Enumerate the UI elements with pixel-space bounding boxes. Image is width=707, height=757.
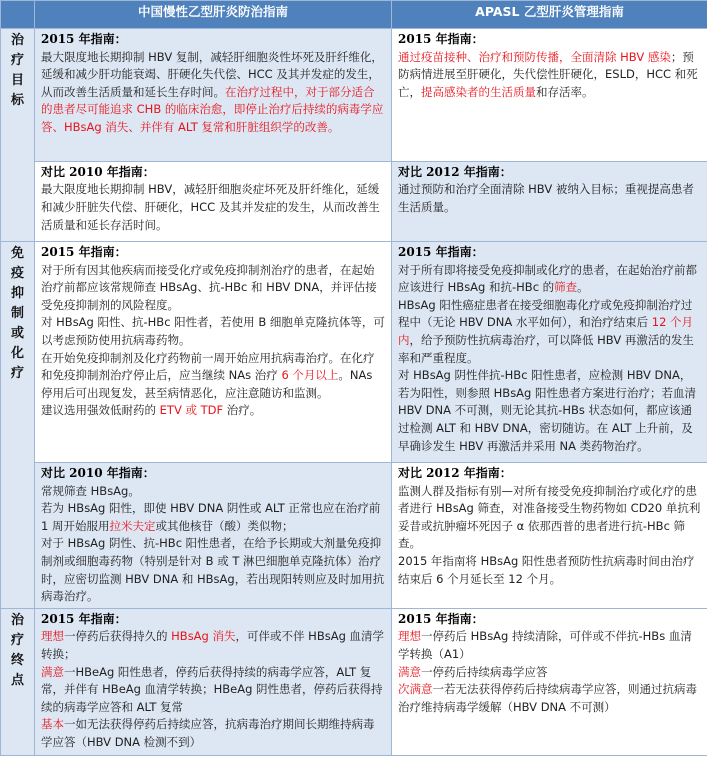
goal-cn-2015-highlight: 在治疗过程中，对于部分适合的患者尽可能追求 CHB 的临床治愈，即停止治疗后持续的病毒学应答、HBsAg 消失、并伴有 ALT 复常和肝脏组织学的改善。 <box>41 84 384 134</box>
immuno-cn-2010-title: 对比 2010 年指南： <box>41 466 155 480</box>
immuno-apasl-2012-p2: 2015 年指南将 HBsAg 阳性患者预防性抗病毒时间由治疗结束后 6 个月延长至 12 个月。 <box>398 553 695 586</box>
endpoint-cn-2015-cell <box>35 608 392 755</box>
immuno-cn-2015-p4 <box>41 402 385 420</box>
endpoint-cn-2015-l1-highlight: HBsAg 消失 <box>171 629 236 644</box>
immuno-cn-2015-p4-text-a: 建议选用强效低耐药的 <box>41 403 160 418</box>
endpoint-category-label: 治疗终点 <box>10 612 24 688</box>
immuno-apasl-2015-p2-highlight: 12 个月内 <box>398 315 694 347</box>
endpoint-cn-2015-title: 2015 年指南： <box>41 611 127 626</box>
immuno-apasl-2012-cell <box>392 463 707 609</box>
immuno-cn-2015-p1: 对于所有因其他疾病而接受化疗或免疫抑制剂治疗的患者，在起始治疗前都应该常规筛查 HBsAg、抗-HBc 和 HBV DNA，并评估接受免疫抑制剂的风险程度。 <box>41 262 377 312</box>
goal-cn-2015-cell <box>35 29 392 162</box>
goal-row-compare <box>1 161 707 241</box>
endpoint-apasl-2015-l3-level: 次满意 <box>398 682 433 697</box>
immuno-category-cell <box>1 242 35 609</box>
goal-apasl-2015-cell <box>392 29 707 162</box>
immuno-cn-2015-p4-highlight: ETV 或 TDF <box>159 403 224 418</box>
goal-apasl-2015-body-1: ；预防病情进展至肝硬化，失代偿性肝硬化，ESLD，HCC 和死亡， <box>398 49 698 99</box>
goal-cn-2010-cell <box>35 161 392 241</box>
endpoint-cn-2015-l2-text: 一HBeAg 阳性患者，停药后获得持续的病毒学应答，ALT 复常，并伴有 HBeAg 血清学转换；HBeAg 阴性患者，停药后获得持续的病毒学应答和 ALT 复常 <box>41 664 383 714</box>
endpoint-apasl-2015-l3 <box>398 681 701 716</box>
immuno-category-label: 免疫抑制或化疗 <box>10 246 24 381</box>
immuno-cn-2010-p1: 常规筛查 HBsAg。 <box>41 483 140 498</box>
header-row <box>1 1 707 29</box>
goal-apasl-2015-text <box>398 49 701 102</box>
immuno-cn-2010-cell <box>35 463 392 609</box>
immuno-apasl-2015-p1 <box>398 262 701 297</box>
endpoint-apasl-2015-l2-text: 一停药后持续病毒学应答 <box>421 664 548 679</box>
immuno-cn-2010-p2-text-b: 或其他核苷（酸）类似物； <box>155 518 294 533</box>
endpoint-cn-2015-l3-level: 基本 <box>41 717 64 732</box>
immuno-apasl-2015-title: 2015 年指南： <box>398 245 484 259</box>
immuno-cn-2010-p2-text-a: 若为 HBsAg 阳性，即使 HBV DNA 阴性或 ALT 正常也应在治疗前 1 周开始服用 <box>41 501 381 533</box>
goal-cn-2010-title: 对比 2010 年指南： <box>41 164 155 179</box>
endpoint-apasl-2015-cell <box>392 608 707 755</box>
immuno-cn-2010-p3: 对于 HBsAg 阴性、抗-HBc 阳性患者，在给予长期或大剂量免疫抑制剂或细胞毒药物（特别是针对 B 或 T 淋巴细胞单克隆抗体）治疗时，应密切监测 HBV DNA 和 HBsAg，若出现阳转则应及时加用抗病毒治疗。 <box>41 536 385 604</box>
goal-cn-2015-body: 最大限度地长期抑制 HBV 复制，减轻肝细胞炎性坏死及肝纤维化，延缓和减少肝功能衰竭、肝硬化失代偿、HCC 及其并发症的发生，从而改善生活质量和延长生存时间。 <box>41 49 383 99</box>
endpoint-apasl-2015-l2 <box>398 664 701 682</box>
immuno-cn-2015-p2: 对 HBsAg 阳性、抗-HBc 阳性者，若使用 B 细胞单克隆抗体等，可以考虑预防使用抗病毒药物。 <box>41 315 385 347</box>
endpoint-cn-2015-l1-text-a: 一停药后获得持久的 <box>64 629 172 644</box>
endpoint-apasl-2015-l1-text: 一停药后 HBsAg 持续清除，可伴或不伴抗-HBs 血清学转换（A1） <box>398 629 692 661</box>
goal-cn-2015-title: 2015 年指南： <box>41 32 127 46</box>
immuno-cn-2015-p4-text-b: 治疗。 <box>223 403 262 418</box>
goal-apasl-2012-text: 通过预防和治疗全面清除 HBV 被纳入目标；重视提高患者生活质量。 <box>398 182 694 215</box>
goal-apasl-2015-highlight-2: 提高感染者的生活质量 <box>421 84 536 99</box>
immuno-row-2015 <box>1 242 707 463</box>
endpoint-cn-2015-l3-text: 一如无法获得停药后持续应答，抗病毒治疗期间长期维持病毒学应答（HBV DNA 检测不到） <box>41 717 375 749</box>
endpoint-apasl-2015-title: 2015 年指南： <box>398 611 484 626</box>
goal-cn-2010-text: 最大限度地长期抑制 HBV，减轻肝细胞炎症坏死及肝纤维化，延缓和减少肝脏失代偿、肝硬化，HCC 及其并发症的发生，从而改善生活质量和延长存活时间。 <box>41 182 380 232</box>
immuno-apasl-2012-p1: 监测人群及指标有别—对所有接受免疫抑制治疗或化疗的患者进行 HBsAg 筛查，对准备接受生物药物如 CD20 单抗利妥昔或抗肿瘤坏死因子 α 依那西普的患者进行抗-HBc 筛查。 <box>398 483 701 551</box>
immuno-apasl-2015-p1-highlight: 筛查 <box>554 280 578 295</box>
goal-apasl-2015-highlight-1: 通过疫苗接种、治疗和预防传播，全面清除 HBV 感染 <box>398 49 671 64</box>
endpoint-apasl-2015-l1 <box>398 628 701 663</box>
endpoint-apasl-2015-l3-text: 一若无法获得停药后持续病毒学应答，则通过抗病毒治疗维持病毒学缓解（HBV DNA 不可测） <box>398 682 697 714</box>
endpoint-apasl-2015-l1-level: 理想 <box>398 629 421 644</box>
apasl-guideline-header: APASL 乙型肝炎管理指南 <box>392 1 707 29</box>
immuno-apasl-2015-p2-text-a: HBsAg 阳性癌症患者在接受细胞毒化疗或免疫抑制治疗过程中（无论 HBV DNA 水平如何），和治疗结束后 <box>398 297 693 330</box>
immuno-apasl-2012-title: 对比 2012 年指南： <box>398 466 512 480</box>
corner-header <box>1 1 35 29</box>
goal-apasl-2015-body-2: 和存活率。 <box>536 84 594 99</box>
endpoint-cn-2015-l1 <box>41 628 385 663</box>
immuno-apasl-2015-p2 <box>398 297 701 367</box>
goal-row-2015 <box>1 29 707 162</box>
goal-category-cell <box>1 29 35 242</box>
immuno-row-compare <box>1 463 707 609</box>
cn-guideline-header: 中国慢性乙型肝炎防治指南 <box>35 1 392 29</box>
endpoint-cn-2015-l3 <box>41 716 385 751</box>
immuno-cn-2010-p2 <box>41 500 385 535</box>
goal-apasl-2012-cell <box>392 161 707 241</box>
immuno-cn-2015-p3-highlight: 6 个月以上 <box>281 368 339 383</box>
immuno-cn-2015-p3 <box>41 350 385 403</box>
goal-apasl-2015-title: 2015 年指南： <box>398 32 484 46</box>
endpoint-cn-2015-l1-text-b: ，可伴或不伴 HBsAg 血清学转换； <box>41 629 385 661</box>
immuno-apasl-2015-cell <box>392 242 707 463</box>
endpoint-cn-2015-l1-level: 理想 <box>41 629 64 644</box>
endpoint-row-2015 <box>1 608 707 755</box>
immuno-apasl-2015-p2-text-b: ，给予预防性抗病毒治疗，可以降低 HBV 再激活的发生率和严重程度。 <box>398 332 694 365</box>
immuno-cn-2015-p3-text-a: 在开始免疫抑制剂及化疗药物前一周开始应用抗病毒治疗。在化疗和免疫抑制剂治疗停止后，应当继续 NAs 治疗 <box>41 350 375 383</box>
immuno-cn-2015-p3-text-b: 。NAs 停用后可出现复发，甚至病情恶化，应注意随访和监测。 <box>41 368 373 400</box>
immuno-apasl-2015-p1-text-b: 。 <box>577 280 589 295</box>
immuno-apasl-2015-p3: 对 HBsAg 阴性伴抗-HBc 阳性患者，应检测 HBV DNA，若为阳性，则参照 HBsAg 阳性患者方案进行治疗；若血清 HBV DNA 不可测，则无论其抗-HBs 状态如何，都应该通过检测 ALT 和 HBV DNA，密切随访。在 ALT 上升前，及早确诊发生 HBV 再激活并采用 NA 类药物治疗。 <box>398 368 697 453</box>
endpoint-apasl-2015-l2-level: 满意 <box>398 664 421 679</box>
goal-category-label: 治疗目标 <box>10 33 24 108</box>
immuno-cn-2010-p2-highlight: 拉米夫定 <box>109 518 156 533</box>
immuno-cn-2015-title: 2015 年指南： <box>41 245 127 259</box>
endpoint-category-cell <box>1 608 35 755</box>
goal-apasl-2012-title: 对比 2012 年指南： <box>398 164 512 179</box>
endpoint-cn-2015-l2-level: 满意 <box>41 664 64 679</box>
endpoint-cn-2015-l2 <box>41 664 385 717</box>
immuno-apasl-2015-p1-text-a: 对于所有即将接受免疫抑制或化疗的患者，在起始治疗前都应该进行 HBsAg 和抗-HBc 的 <box>398 262 697 295</box>
goal-cn-2015-text <box>41 49 385 137</box>
immuno-cn-2015-cell <box>35 242 392 463</box>
